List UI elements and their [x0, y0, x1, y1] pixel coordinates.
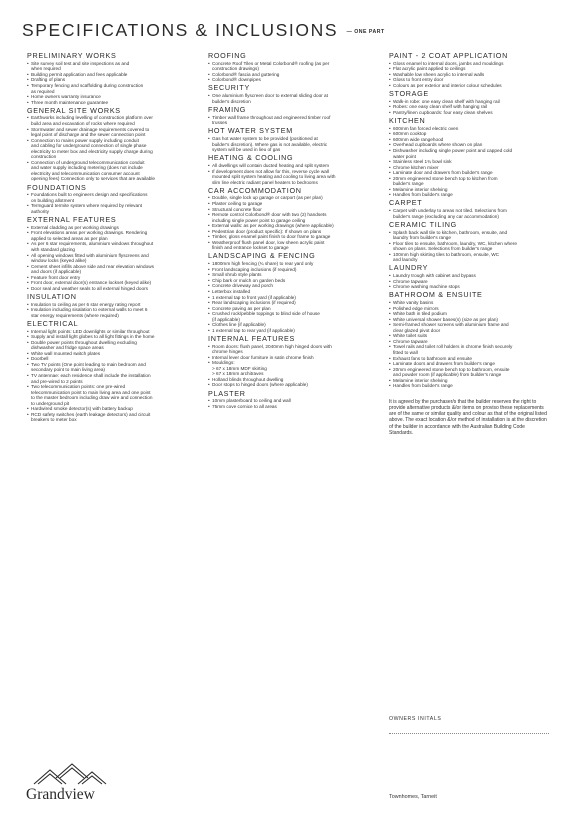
list-item-continuation: authority — [31, 208, 49, 214]
list-item: • Splash back wall tile to kitchen, bathroom, ensuite, and — [389, 230, 549, 236]
list-item: • Towel rails and toilet roll holders in chrome finish securely — [389, 344, 549, 350]
list-item: • Insulation to ceiling as per 6 star energy rating report — [27, 302, 199, 308]
list-item: • 1 external tap to front yard (if applicable) — [208, 295, 378, 301]
list-item: • Flat acrylic paint applied to ceilings — [389, 66, 549, 72]
list-item: • Home owners warranty insurance — [27, 94, 199, 100]
list-item: • Rear landscaping inclusions (if required) — [208, 300, 378, 306]
list-item: • Building permit application and fees applicable — [27, 72, 199, 78]
list-item-continuation: dishwasher and fridge space areas — [31, 345, 104, 351]
list-item: • Overhead cupboards where shown on plan — [389, 142, 549, 148]
section-heading: INTERNAL FEATURES — [208, 333, 295, 343]
section-hot-water-system — [208, 127, 378, 152]
page-title: SPECIFICATIONS & INCLUSIONS — [22, 20, 339, 40]
list-item: • Robes: one easy clean shelf with hanging rail — [389, 104, 549, 110]
section-list — [389, 126, 549, 198]
list-item: • Two telecommunication points: one pre-wired — [27, 384, 199, 390]
section-insulation — [27, 293, 199, 318]
section-plaster — [208, 390, 378, 410]
list-item-continuation: telecommunication point to main living area and one point — [31, 389, 151, 395]
list-item-continuation: fitted to wall — [393, 350, 418, 355]
list-item: • Handles from builder's range — [389, 192, 549, 198]
section-list — [389, 300, 549, 389]
list-item-continuation: secondary point to main living area) — [31, 367, 105, 373]
section-heading: LAUNDRY — [389, 263, 429, 273]
section-list — [208, 136, 378, 153]
list-item: • Gas hot water system to be provided (positioned at — [208, 136, 378, 142]
list-item-continuation: breakers to meter box — [31, 417, 77, 423]
list-item: • Front door, external door(s) entrance lockset (keyed alike) — [27, 280, 199, 286]
section-roofing — [208, 52, 378, 83]
list-item: • Holland blinds throughout dwelling — [208, 377, 378, 383]
list-item: • Melamine interior shelving — [389, 378, 549, 384]
list-item: • Insulation including sisalation to external walls to meet 6 — [27, 307, 199, 313]
list-item: • Timber wall frame throughout and engineered timber roof — [208, 115, 378, 121]
section-heading: CAR ACCOMMODATION — [208, 185, 302, 195]
list-item: • All dwellings will contain ducted heating and split system — [208, 163, 378, 169]
section-list — [389, 99, 549, 116]
list-item: • Semi-framed shower screens with aluminium frame and — [389, 322, 549, 328]
list-item: • Pedestrian door (product specific): If shown on plans — [208, 229, 378, 235]
list-item: • Front landscaping inclusions (if required) — [208, 267, 378, 273]
list-item-continuation: including single power point to garage ceiling — [212, 217, 306, 223]
section-list — [389, 273, 549, 290]
section-heading: BATHROOM & ENSUITE — [389, 290, 483, 300]
section-foundations — [27, 184, 199, 215]
list-item-continuation: electricity to meter box and electricity supply charge during — [31, 148, 153, 154]
list-item: • Clothes line (if applicable) — [208, 322, 378, 328]
section-landscaping-fencing — [208, 252, 378, 333]
list-item: • White vanity basins — [389, 300, 549, 306]
list-item: • Termguard termite system where required by relevant — [27, 203, 199, 209]
list-item: • Feature front door entry — [27, 275, 199, 281]
list-item: • 75mm cove cornice to all areas — [208, 404, 378, 410]
list-item: • Stainless steel 1¾ bowl sink — [389, 159, 549, 165]
list-item-continuation: > 67 x 18mm architraves — [212, 371, 264, 377]
section-heading: LANDSCAPING & FENCING — [208, 251, 316, 261]
list-item-continuation: trusses — [212, 120, 228, 126]
list-item-continuation: window locks (keyed alike) — [31, 258, 87, 264]
section-heading: FRAMING — [208, 104, 247, 114]
list-item-continuation: build area and excavation of rocks where required — [31, 121, 135, 127]
section-paint-2-coat-application — [389, 52, 549, 89]
list-item-continuation: finish and entrance lockset to garage — [212, 245, 289, 251]
list-item-continuation: chrome hinges — [212, 349, 243, 355]
section-list — [208, 261, 378, 333]
list-item: • Gloss enamel to internal doors, jambs and mouldings — [389, 61, 549, 67]
list-item-continuation: construction — [31, 154, 57, 160]
list-item: • Stormwater and sewer drainage requirements covered to — [27, 127, 199, 133]
list-item: • Letterbox installed — [208, 289, 378, 295]
section-list — [27, 192, 199, 214]
list-item-continuation: legal point of discharge and the sewer connection point — [31, 132, 146, 138]
list-item: • RCD safety switches (earth leakage detectors) and circuit — [27, 412, 199, 418]
column-3-sections — [389, 52, 549, 389]
section-list — [27, 115, 199, 182]
list-item: • External cladding as per working drawings — [27, 225, 199, 231]
list-item: • External walls: as per working drawings (where applicable) — [208, 223, 378, 229]
list-item: • Laminate doors and drawers from builder's range — [389, 361, 549, 367]
section-storage — [389, 90, 549, 115]
list-item: • White wall mounted switch plates — [27, 351, 199, 357]
list-item: • Double, single lock up garage or carport (as per plan) — [208, 195, 378, 201]
list-item-continuation: builder's discretion — [212, 98, 251, 104]
section-list — [208, 93, 378, 104]
list-item-continuation: and powder room (if applicable) from builder's range — [393, 372, 502, 378]
list-item: • 600mm fan forced electric oven — [389, 126, 549, 132]
list-item: • 20mm engineered stone bench top to bathroom, ensuite — [389, 367, 549, 373]
list-item: • Polished edge mirrors — [389, 306, 549, 312]
section-laundry — [389, 264, 549, 289]
owners-initials-line — [389, 733, 549, 734]
section-heating-cooling — [208, 154, 378, 185]
section-preliminary-works — [27, 52, 199, 105]
list-item-continuation: and cabling for underground connection of single phase — [31, 143, 147, 149]
list-item-continuation: and doors (if applicable) — [31, 269, 82, 275]
section-heading: SECURITY — [208, 83, 250, 93]
list-item: • Connection of underground telecommunication conduit — [27, 160, 199, 166]
section-heading: INSULATION — [27, 291, 77, 301]
section-carpet — [389, 199, 549, 219]
list-item: • Room doors: flush panel, 2040mm high hinged doors with — [208, 344, 378, 350]
list-item-continuation: (if applicable) — [212, 316, 240, 322]
list-item: • 600mm cooktop — [389, 131, 549, 137]
list-item: • Washable low sheen acrylic to internal walls — [389, 72, 549, 78]
list-item: • Chrome tapware — [389, 279, 549, 285]
list-item: • Two TV points (One point leading to main bedroom and — [27, 362, 199, 368]
list-item-continuation: shown on plans. Selections from builder's range — [393, 246, 493, 252]
list-item-continuation: clear glazed pivot door — [393, 327, 441, 333]
list-item: • Hardwired smoke detector(s) with battery backup — [27, 406, 199, 412]
section-list — [208, 195, 378, 250]
list-item: • 600mm wide rangehood — [389, 137, 549, 143]
list-item: • Colorbond® downpipes — [208, 77, 378, 83]
list-item: • Supply and install light globes to all light fittings in the home — [27, 334, 199, 340]
column-1 — [27, 52, 199, 424]
list-item: • Cement sheet infills above side and rear elevation windows — [27, 264, 199, 270]
list-item: • Chrome kitchen mixer — [389, 165, 549, 171]
list-item-continuation: laundry from builder's range — [393, 235, 451, 241]
section-list — [389, 230, 549, 263]
section-car-accommodation — [208, 187, 378, 251]
section-heading: GENERAL SITE WORKS — [27, 105, 121, 115]
column-2 — [208, 52, 378, 411]
section-general-site-works — [27, 107, 199, 182]
section-bathroom-ensuite — [389, 291, 549, 389]
list-item: • Handles from builder's range — [389, 383, 549, 389]
list-item-continuation: on building allotment — [31, 197, 74, 203]
list-item-continuation: electricity and telecommunication consumer account — [31, 170, 140, 176]
list-item: • Small shrub style plants — [208, 272, 378, 278]
section-list — [27, 329, 199, 423]
list-item: • Walk-in robe: one easy clean shelf with hanging rail — [389, 99, 549, 105]
page-header — [22, 20, 552, 40]
list-item: • One aluminium flyscreen door to external sliding door at — [208, 93, 378, 99]
list-item: • 100mm high skirting tiles to bathroom, ensuite, WC — [389, 252, 549, 258]
list-item: • Concrete Roof Tiles or Metal Colorbond® roofing (as per — [208, 61, 378, 67]
section-list — [389, 61, 549, 89]
list-item-continuation: builder's discretion). Where gas is not available, electric — [212, 141, 328, 147]
list-item: • Front elevations areas per working drawings. Rendering — [27, 230, 199, 236]
list-item-continuation: to underground pit — [31, 400, 70, 406]
list-item: • Foundations built to engineers design and specifications — [27, 192, 199, 198]
list-item-continuation: > 67 x 18mm MDF skirting — [212, 365, 267, 371]
list-item: • Gloss to front entry door — [389, 77, 549, 83]
list-item: • Mouldings: — [208, 360, 378, 366]
section-heading: ELECTRICAL — [27, 318, 79, 328]
list-item: • 1800mm high fencing (¾ share) to rear yard only — [208, 261, 378, 267]
list-item-continuation: applied to selected areas as per plan — [31, 235, 108, 241]
section-list — [389, 208, 549, 219]
section-list — [208, 398, 378, 409]
list-item: • 10mm plasterboard to ceiling and wall — [208, 398, 378, 404]
section-electrical — [27, 320, 199, 423]
list-item: • All opening windows fitted with aluminium flyscreens and — [27, 253, 199, 259]
list-item: • Site survey soil test and site inspections as and — [27, 61, 199, 67]
section-security — [208, 84, 378, 104]
list-item: • Internal light points: LED downlights or similar throughout — [27, 329, 199, 335]
footer-location: Townhomes, Tarneit — [389, 794, 437, 800]
section-ceramic-tiling — [389, 221, 549, 263]
list-item: • White universal shower bases(s) (size as per plan) — [389, 317, 549, 323]
list-item: • Temporary fencing and scaffolding during construction — [27, 83, 199, 89]
list-item: • Three month maintenance guarantee — [27, 100, 199, 106]
section-list — [208, 344, 378, 388]
section-heading: FOUNDATIONS — [27, 182, 87, 192]
list-item-continuation: star energy requirements (where required) — [31, 312, 119, 318]
list-item: • Earthworks including levelling of construction platform over — [27, 115, 199, 121]
disclaimer-paragraph: It is agreed by the purchaser/s that the builder reserves the right to provide alternative products &/or items on proviso these replacements are of the same or similar quality and colour as that of the original listed above. The exact location &/or method of installation is at the discretion of the builder in accordance with the Australian Building Code Standards. — [389, 398, 547, 436]
list-item: • Plaster ceiling to garage — [208, 201, 378, 207]
section-heading: CERAMIC TILING — [389, 219, 457, 229]
list-item: • Colours as per exterior and interior colour schedules — [389, 83, 549, 89]
list-item: • Carpet with underlay to areas not tiled. Selections from — [389, 208, 549, 214]
list-item: • Double power points throughout dwelling excluding — [27, 340, 199, 346]
list-item: • Chrome tapware — [389, 339, 549, 345]
list-item: • TV antennae: each residence shall include the installation — [27, 373, 199, 379]
list-item: • Door seal and weather seals to all external hinged doors — [27, 286, 199, 292]
list-item: • Chip bark or mulch on garden beds — [208, 278, 378, 284]
list-item: • Laminate door and drawers from builder's range — [389, 170, 549, 176]
list-item-continuation: and laundry — [393, 257, 418, 263]
list-item-continuation: water point — [393, 153, 416, 159]
list-item-continuation: construction drawings) — [212, 66, 259, 72]
list-item: • Crushed rock/pebble toppings to blind side of house — [208, 311, 378, 317]
list-item: • Structural concrete floor — [208, 207, 378, 213]
list-item: • 1 external tap to rear yard (if applicable) — [208, 328, 378, 334]
list-item-continuation: builder's range — [393, 181, 424, 187]
list-item: • Pantry/linen cupboards: four easy clean shelves — [389, 110, 549, 116]
list-item-continuation: to the master bedroom including draw wire and connection — [31, 395, 153, 401]
list-item-continuation: mounted split system heating and cooling to living area with — [212, 174, 336, 180]
list-item: • Concrete driveway and porch — [208, 283, 378, 289]
section-heading: KITCHEN — [389, 115, 426, 125]
list-item: • Timber, gloss enamel paint finish to door frame to garage — [208, 234, 378, 240]
list-item: • White toilet suits — [389, 333, 549, 339]
list-item: • Laundry trough with cabinet and bypass — [389, 273, 549, 279]
list-item: • If development does not allow for this, reverse cycle wall — [208, 169, 378, 175]
section-kitchen — [389, 117, 549, 198]
list-item: • Door stops to hinged doors (where applicable) — [208, 382, 378, 388]
list-item: • Colorbond® fascia and guttering — [208, 72, 378, 78]
list-item: • White bath in tiled podium — [389, 311, 549, 317]
list-item-continuation: system will be used in lieu of gas — [212, 147, 281, 153]
list-item-continuation: slim line electric radiant panel heaters to bedrooms — [212, 179, 318, 185]
section-heading: PAINT - 2 COAT APPLICATION — [389, 51, 508, 60]
list-item: • Chrome washing machine stops — [389, 284, 549, 290]
list-item: • Floor tiles to ensuite, bathroom, laundry, WC, kitchen where — [389, 241, 549, 247]
section-internal-features — [208, 335, 378, 388]
list-item: • Dishwasher including single power point and capped cold — [389, 148, 549, 154]
owners-initials-label: OWNERS INITALS — [389, 716, 442, 722]
list-item-continuation: and pre-wired to 2 points — [31, 378, 83, 384]
list-item: • Connection to mains power supply including conduit — [27, 138, 199, 144]
page-subtitle: — ONE PART — [346, 29, 385, 35]
section-list — [27, 302, 199, 319]
section-external-features — [27, 216, 199, 291]
column-3 — [389, 52, 549, 441]
section-heading: CARPET — [389, 198, 423, 208]
list-item: • As per 6 star requirements, aluminium windows throughout — [27, 241, 199, 247]
list-item: • Exhaust fans to bathroom and ensuite — [389, 356, 549, 362]
list-item-continuation: and water supply including metering (does not include — [31, 165, 143, 171]
owners-initials-block — [389, 716, 549, 734]
section-list — [208, 61, 378, 83]
list-item: • Weatherproof flush panel door, low sheen acrylic paint — [208, 240, 378, 246]
list-item-continuation: when required — [31, 66, 61, 72]
section-heading: PLASTER — [208, 388, 246, 398]
section-heading: HEATING & COOLING — [208, 153, 294, 163]
section-list — [208, 163, 378, 185]
section-heading: ROOFING — [208, 51, 247, 60]
section-heading: STORAGE — [389, 89, 429, 99]
list-item-continuation: as required — [31, 88, 55, 94]
list-item: • 20mm engineered stone bench top to kitchen from — [389, 176, 549, 182]
list-item: • Internal lever door furniture in satin chrome finish — [208, 355, 378, 361]
list-item: • Melamine interior shelving — [389, 187, 549, 193]
list-item-continuation: with standard glazing — [31, 247, 76, 252]
list-item-continuation: builder's range (excluding any car accommodation) — [393, 213, 499, 219]
list-item: • Doorbell — [27, 356, 199, 362]
list-item: • Remote control Colorbond® door with two (2) handsets — [208, 212, 378, 218]
section-list — [27, 61, 199, 105]
section-framing — [208, 106, 378, 126]
brand-name: Grandview — [26, 786, 95, 803]
list-item: • Drafting of plans — [27, 77, 199, 83]
section-heading: PRELIMINARY WORKS — [27, 51, 117, 60]
list-item: • Concrete paving as per plan — [208, 306, 378, 312]
section-list — [27, 225, 199, 292]
list-item-continuation: opening fees) Connection only to services that are available — [31, 176, 156, 182]
section-heading: HOT WATER SYSTEM — [208, 126, 293, 136]
section-heading: EXTERNAL FEATURES — [27, 215, 117, 225]
section-list — [208, 115, 378, 126]
